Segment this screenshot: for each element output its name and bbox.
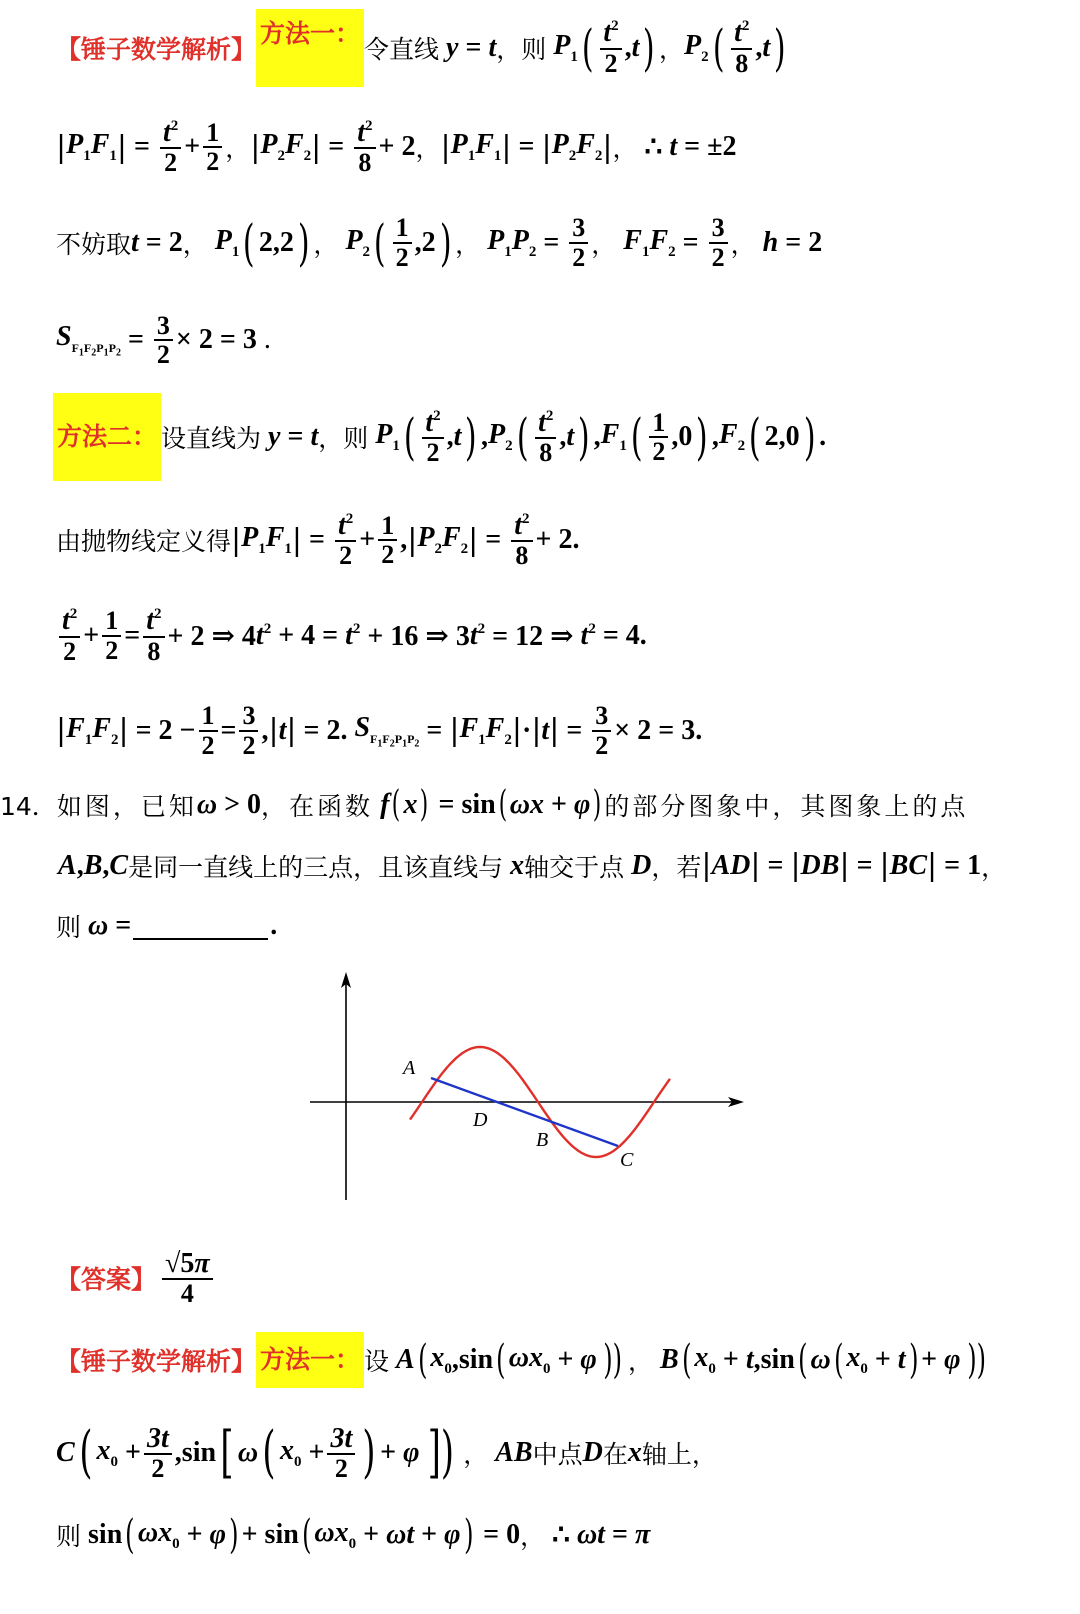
line-area-1: $S_{F_1F_2P_1P_2}$ = $\frac{3}{2}$ × 2 = 3 . xyxy=(56,310,271,369)
q14-method1-line2: C ( $x_0$ + $\frac{3t}{2}$ ,sin [ ω ( $x_0$ + $\frac{3t}{2}$ ) + φ ]) ， AB 中点 D 在 x 轴上， xyxy=(56,1420,717,1485)
line-abs-p1f1: | $P_1F_1$ | = $\frac{t^2}{2}$ + $\frac{1}{2}$ ， | $P_2F_2$ | = $\frac{t^2}{8}$ + 2 ， | $P_1F_1$ | = | $P_2F_2$ | ， ∴ t = ±2 xyxy=(56,116,737,178)
line-method1-header: 【锤子数学解析】 方法一： 令直线 y = t ， 则 $P_1$ ( $\frac{t^2}{2}$ , t ) ， $P_2$ ( $\frac{t^2}{8}$ , t ) xyxy=(56,10,790,85)
answer-value: $\frac{√5\pi}{4}$ xyxy=(162,1249,213,1308)
analysis-tag: 【锤子数学解析】 xyxy=(56,34,257,64)
sine-graph xyxy=(300,968,760,1218)
line-area-2: | $F_1F_2$ | = 2 − $\frac{1}{2}$ = $\frac{3}{2}$ , | t | = 2. $S_{F_1F_2P_1P_2}$ = | $F_1F_2$ | · | t | = $\frac{3}{2}$ × 2 = 3. xyxy=(56,701,703,760)
line-method2-header: 方法二： 设直线为 y = t ， 则 $P_1$ ( $\frac{t^2}{2}$ , t ) , $P_2$ ( $\frac{t^2}{8}$ , t ) , $F_1$ ( $\frac{1}{2}$ ,0 ) , $F_2$ ( 2,0 ) . xyxy=(53,393,826,481)
line-take-t: 不妨取 t = 2 ， $P_1$ ( 2,2 ) ， $P_2$ ( $\frac{1}{2}$ ,2 ) ， $P_1P_2$ = $\frac{3}{2}$ ， $F_1F_2$ = $\frac{3}{2}$ ， h = 2 xyxy=(56,213,823,272)
line-parabola-def: 由抛物线定义得 | $P_1F_1$ | = $\frac{t^2}{2}$ + $\frac{1}{2}$ , | $P_2F_2$ | = $\frac{t^2}{8}$ + 2. xyxy=(56,509,580,571)
method2-highlight: 方法二： xyxy=(53,393,161,481)
answer-blank[interactable] xyxy=(133,912,268,940)
q14-line2: A , B , C 是同一直线上的三点，且该直线与 x 轴交于点 D ，若 | AD | = | DB | = | BC | = 1 ， xyxy=(58,848,1007,883)
q14-method1-line3: 则 sin ( $\omega x_0$ + φ ) + sin ( $\omega x_0$ + ωt + φ ) = 0 ， ∴ ωt = π xyxy=(56,1512,651,1558)
line-abc xyxy=(431,1078,618,1146)
label-C: C xyxy=(620,1149,634,1171)
label-D: D xyxy=(473,1109,488,1131)
question-number: 14． xyxy=(0,791,57,821)
method1-highlight: 方法一： xyxy=(256,9,364,87)
q14-method1-line1: 【锤子数学解析】 方法一： 设 A ( $x_0$ ,sin ( $\omega x_0$ + φ )) ， B ( $x_0$ + t ,sin ( ω ( $x_0$ + t ) + φ )) xyxy=(56,1330,992,1390)
q14-line3: 则 ω = . xyxy=(56,909,278,942)
answer-tag: 【答案】 xyxy=(56,1265,157,1294)
label-A: A xyxy=(403,1057,416,1079)
label-B: B xyxy=(536,1129,549,1151)
q14-line1: 14． 如图，已知 ω > 0 ，在函数 f ( x ) = sin ( ωx + φ ) 的部分图象中，其图象上的点 xyxy=(0,783,969,825)
line-solve-t: $\frac{t^2}{2}$ + $\frac{1}{2}$ = $\frac{t^2}{8}$ + 2 ⇒ 4 $t^2$ + 4 = $t^2$ + 16 ⇒ 3 $t^2$ = 12 ⇒ $t^2$ = 4. xyxy=(56,598,647,673)
answer-line xyxy=(56,1238,216,1318)
